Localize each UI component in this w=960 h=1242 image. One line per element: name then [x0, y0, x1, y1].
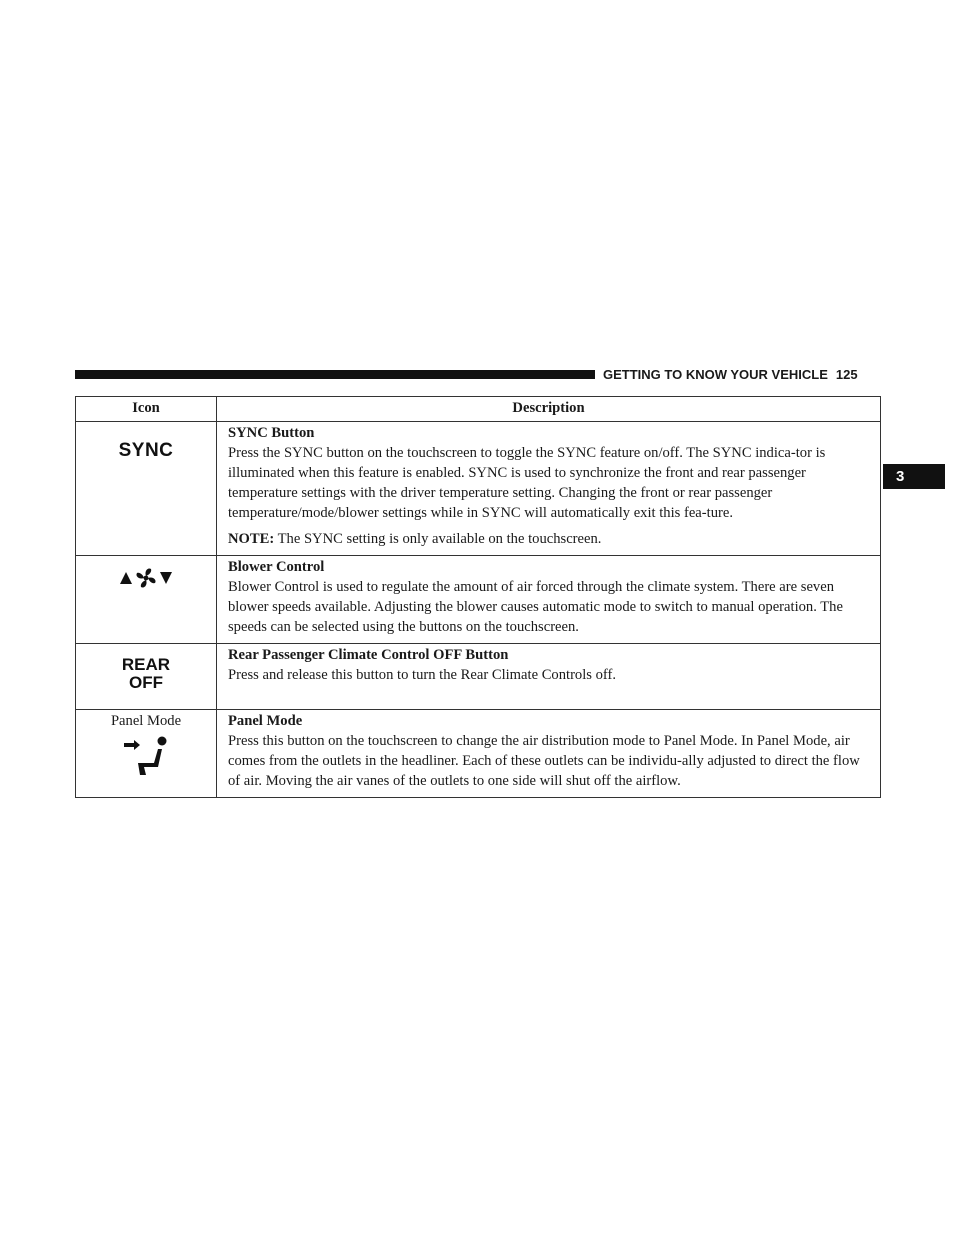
chapter-number: 3: [896, 468, 905, 485]
icon-column-header: Icon: [76, 397, 217, 422]
icon-cell: [76, 644, 217, 710]
sync-icon: SYNC: [118, 440, 174, 461]
entry-title: Rear Passenger Climate Control OFF Button: [228, 647, 509, 663]
description-cell: [217, 422, 881, 556]
icon-cell: [76, 556, 217, 644]
table-header-row: [76, 397, 881, 422]
table-row: [76, 644, 881, 710]
note-label: NOTE:: [228, 531, 275, 547]
description-column-header: Description: [217, 397, 881, 422]
note-text: The SYNC setting is only available on the touchscreen.: [274, 531, 602, 547]
page-number: 125: [835, 367, 858, 382]
description-cell: [217, 644, 881, 710]
section-title: GETTING TO KNOW YOUR VEHICLE: [603, 367, 828, 382]
description-cell: [217, 556, 881, 644]
table-row: [76, 556, 881, 644]
entry-body: Press this button on the touchscreen to change the air distribution mode to Panel Mode. In Panel Mode, air comes from the outlets in the headliner. Each of these outlets can be individu-ally adjusted to direct the flow of air. Moving the air vanes of the outlets to one side will shut off the airflow.: [228, 733, 860, 789]
blower-control-icon: [120, 566, 172, 590]
entry-title: Panel Mode: [228, 713, 303, 729]
table-row: [76, 422, 881, 556]
rear-off-line1: REAR: [121, 655, 171, 674]
panel-mode-icon: [122, 735, 170, 779]
chapter-tab: [883, 464, 945, 489]
rear-off-line2: OFF: [128, 673, 163, 692]
description-cell: [217, 710, 881, 798]
entry-body: Press and release this button to turn the Rear Climate Controls off.: [228, 667, 617, 683]
entry-body: Blower Control is used to regulate the amount of air forced through the climate system. There are seven blower speeds available. Adjusting the blower causes automatic mode to switch to manual operation. The speeds can be selected using the buttons on the touchscreen.: [228, 579, 843, 635]
icon-cell: [76, 710, 217, 798]
icon-cell: [76, 422, 217, 556]
note: [228, 529, 870, 549]
entry-title: Blower Control: [228, 559, 325, 575]
table-row: [76, 710, 881, 798]
entry-body: Press the SYNC button on the touchscreen to toggle the SYNC feature on/off. The SYNC indica-tor is illuminated when this feature is enabled. SYNC is used to synchronize the front and rear passenger temperature settings with the driver temperature setting. Changing the front or rear passenger temperature/mode/blower settings while in SYNC will automatically exit this fea-ture.: [228, 445, 826, 521]
panel-mode-label: Panel Mode: [110, 713, 182, 729]
entry-title: SYNC Button: [228, 425, 315, 441]
running-header: [603, 366, 883, 384]
rear-off-icon: [122, 656, 170, 692]
climate-controls-table: [75, 396, 881, 798]
header-rule: [75, 370, 595, 379]
